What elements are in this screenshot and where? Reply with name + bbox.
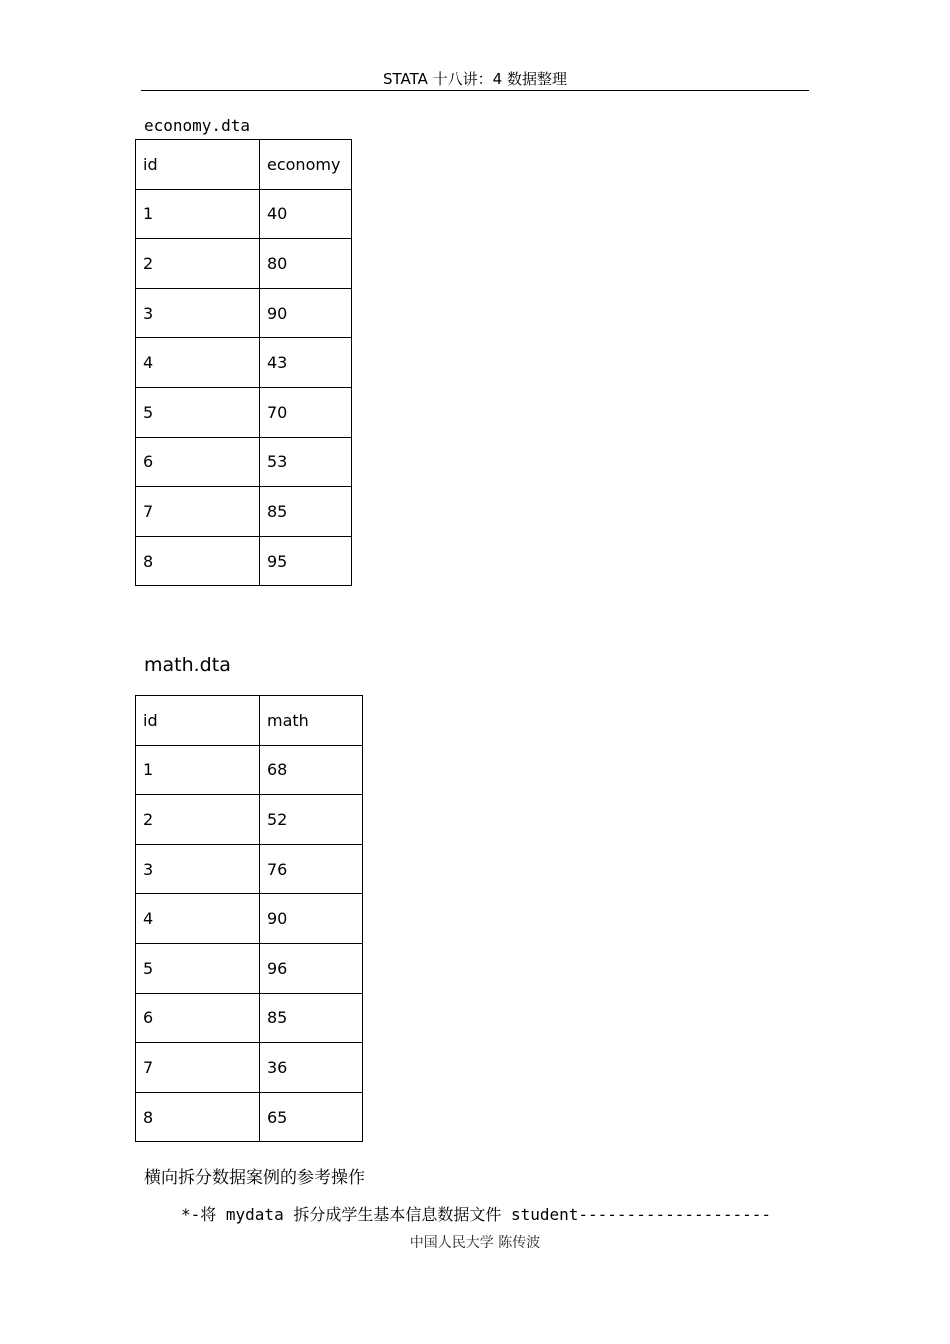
- column-header-id: id: [136, 696, 260, 746]
- cell-id: 2: [136, 239, 260, 289]
- cell-math: 96: [260, 943, 363, 993]
- table-row: [136, 795, 363, 845]
- table-row: [136, 844, 363, 894]
- cell-id: 3: [136, 844, 260, 894]
- table-row: [136, 387, 352, 437]
- cell-economy: 53: [260, 437, 352, 487]
- table-row: [136, 487, 352, 537]
- table-row: [136, 1043, 363, 1093]
- cell-id: 5: [136, 387, 260, 437]
- cell-id: 4: [136, 894, 260, 944]
- cell-id: 6: [136, 437, 260, 487]
- cell-economy: 70: [260, 387, 352, 437]
- math-file-label: math.dta: [144, 654, 231, 676]
- table-row: [136, 943, 363, 993]
- cell-id: 3: [136, 288, 260, 338]
- table-row: [136, 993, 363, 1043]
- column-header-id: id: [136, 140, 260, 190]
- economy-table: [135, 139, 352, 586]
- table-row: [136, 288, 352, 338]
- cell-math: 68: [260, 745, 363, 795]
- section-heading: 横向拆分数据案例的参考操作: [144, 1168, 365, 1188]
- table-header-row: [136, 696, 363, 746]
- cell-id: 5: [136, 943, 260, 993]
- cell-math: 90: [260, 894, 363, 944]
- table-row: [136, 189, 352, 239]
- column-header-economy: economy: [260, 140, 352, 190]
- cell-math: 85: [260, 993, 363, 1043]
- cell-economy: 85: [260, 487, 352, 537]
- page-footer: 中国人民大学 陈传波: [409, 1235, 541, 1251]
- cell-economy: 40: [260, 189, 352, 239]
- cell-economy: 43: [260, 338, 352, 388]
- page-header: [141, 68, 809, 91]
- table-row: [136, 1092, 363, 1142]
- code-comment-line: *-将 mydata 拆分成学生基本信息数据文件 student--------------------: [181, 1205, 772, 1224]
- cell-id: 8: [136, 1092, 260, 1142]
- math-table: [135, 695, 363, 1142]
- cell-math: 36: [260, 1043, 363, 1093]
- cell-economy: 95: [260, 536, 352, 586]
- cell-math: 65: [260, 1092, 363, 1142]
- page-header-title: STATA 十八讲：4 数据整理: [383, 70, 567, 88]
- table-row: [136, 239, 352, 289]
- cell-id: 6: [136, 993, 260, 1043]
- cell-id: 8: [136, 536, 260, 586]
- cell-economy: 80: [260, 239, 352, 289]
- table-row: [136, 536, 352, 586]
- cell-id: 1: [136, 189, 260, 239]
- table-header-row: [136, 140, 352, 190]
- cell-economy: 90: [260, 288, 352, 338]
- cell-math: 76: [260, 844, 363, 894]
- cell-id: 4: [136, 338, 260, 388]
- cell-id: 7: [136, 1043, 260, 1093]
- table-row: [136, 338, 352, 388]
- cell-math: 52: [260, 795, 363, 845]
- table-row: [136, 437, 352, 487]
- cell-id: 7: [136, 487, 260, 537]
- cell-id: 2: [136, 795, 260, 845]
- economy-file-label: economy.dta: [144, 116, 250, 135]
- column-header-math: math: [260, 696, 363, 746]
- table-row: [136, 745, 363, 795]
- cell-id: 1: [136, 745, 260, 795]
- table-row: [136, 894, 363, 944]
